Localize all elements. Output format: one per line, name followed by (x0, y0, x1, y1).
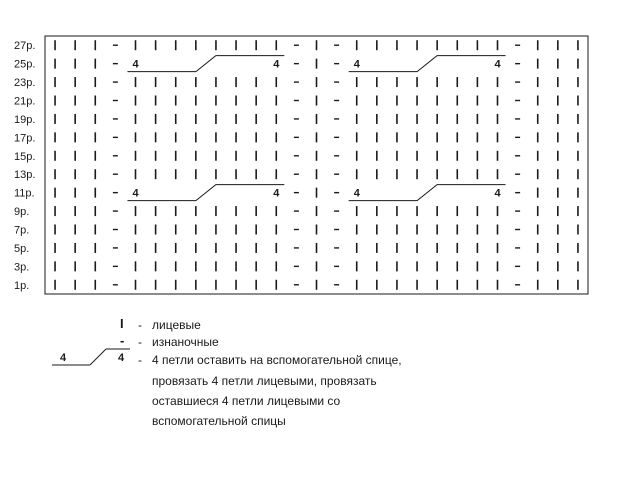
legend-dash: - (138, 335, 142, 349)
row-label: 21р. (14, 95, 36, 108)
cable-crossing (127, 56, 284, 72)
legend-cable-text-line-2: провязать 4 петли лицевыми, провязать (152, 374, 377, 388)
legend-cable-text-line-4: вспомогательной спицы (152, 414, 286, 428)
cable-crossing (349, 185, 506, 201)
row-label: 5р. (14, 242, 30, 255)
legend-cable-right-number: 4 (118, 352, 125, 364)
row-label: 13р. (14, 169, 36, 182)
row-label: 27р. (14, 40, 36, 53)
cable-number-left: 4 (353, 58, 360, 71)
cable-number-right: 4 (494, 58, 501, 71)
row-label: 3р. (14, 261, 30, 274)
legend-cable-text-line-1: 4 петли оставить на вспомогательной спице, (152, 353, 402, 367)
legend-dash: - (138, 353, 142, 367)
cable-number-left: 4 (132, 58, 139, 71)
cable-number-left: 4 (132, 187, 139, 200)
row-label: 11р. (14, 187, 35, 200)
cable-crossing (349, 56, 506, 72)
legend-dash: - (138, 318, 142, 332)
cable-number-right: 4 (273, 58, 280, 71)
row-label: 25р. (14, 58, 36, 71)
legend-cable-left-number: 4 (60, 352, 67, 364)
cable-number-right: 4 (273, 187, 280, 200)
legend-purl-text: изнаночные (152, 335, 219, 349)
legend-purl-symbol: - (120, 333, 125, 348)
row-label: 9р. (14, 206, 30, 219)
row-label: 1р. (14, 279, 30, 292)
row-label: 19р. (14, 113, 36, 126)
cable-number-left: 4 (353, 187, 360, 200)
row-label: 17р. (14, 132, 36, 145)
cable-crossing (127, 185, 284, 201)
legend-knit-symbol: I (120, 316, 124, 331)
legend-cable-text-line-3: оставшиеся 4 петли лицевыми со (152, 394, 341, 408)
cable-number-right: 4 (494, 187, 501, 200)
row-label: 7р. (14, 224, 30, 237)
chart-border (45, 36, 588, 294)
legend-knit-text: лицевые (152, 318, 201, 332)
row-label: 23р. (14, 77, 36, 90)
row-label: 15р. (14, 150, 36, 163)
